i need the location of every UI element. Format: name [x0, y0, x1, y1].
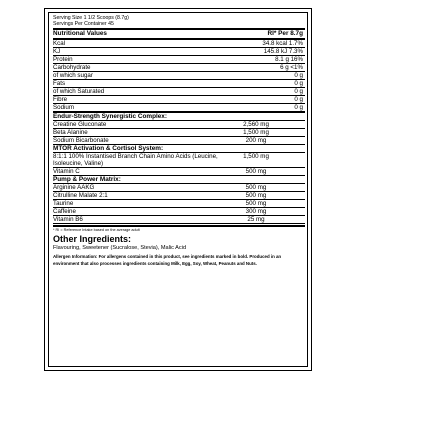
- row-value: 2,560 mg: [243, 121, 269, 129]
- ingredient-row: [53, 137, 305, 145]
- row-value: 1,500 mg: [243, 129, 269, 137]
- row-value: 500 mg: [245, 168, 267, 176]
- nutrition-row: [53, 40, 305, 48]
- divider-heavy: [53, 225, 305, 227]
- row-value: 0 g: [294, 103, 303, 111]
- row-name: 8:1:1 100% Instantised Branch Chain Amino Acids (Leucine, Isoleucine, Valine): [53, 153, 218, 168]
- row-value: 300 mg: [245, 208, 267, 216]
- section-title-endur: [53, 113, 305, 121]
- row-name: Beta Alanine: [53, 129, 88, 137]
- row-value: 25 mg: [247, 216, 265, 224]
- label-outer-border: [44, 8, 312, 371]
- nutrition-row: [53, 64, 305, 72]
- nutrition-label: [53, 15, 305, 267]
- row-name: of which sugar: [53, 71, 93, 79]
- row-value: 0 g: [294, 87, 303, 95]
- ingredient-row: [53, 200, 305, 208]
- row-value: 0 g: [294, 95, 303, 103]
- nutrition-row: [53, 56, 305, 64]
- row-value: 200 mg: [245, 137, 267, 145]
- other-ingredients-title: Other Ingredients:: [53, 233, 132, 244]
- label-inner-border: [48, 12, 308, 367]
- row-name: of which Saturated: [53, 87, 105, 95]
- row-name: Fibre: [53, 95, 68, 103]
- ingredient-row: [53, 208, 305, 216]
- ingredient-row: [53, 153, 305, 168]
- section-title-mtor: [53, 145, 305, 153]
- section-title-pump: [53, 176, 305, 184]
- row-name: Sodium Bicarbonate: [53, 137, 109, 145]
- row-name: Creatine Gluconate: [53, 121, 107, 129]
- row-value: 500 mg: [245, 192, 267, 200]
- nutrition-row: [53, 104, 305, 112]
- ingredient-row: [53, 129, 305, 137]
- section-title: Endur-Strength Synergistic Complex:: [53, 113, 167, 121]
- row-name: Arginine AAKG: [53, 184, 95, 192]
- row-name: Vitamin B6: [53, 216, 83, 224]
- ingredient-row: [53, 216, 305, 224]
- row-value: 500 mg: [245, 184, 267, 192]
- serving-size: Serving Size 1 1/2 Scoops (8.7g): [53, 15, 129, 21]
- row-name: Vitamin C: [53, 168, 80, 176]
- section-title: Pump & Power Matrix:: [53, 176, 121, 184]
- other-ingredients-list: Flavouring, Sweetener (Sucralose, Stevia), Malic Acid: [53, 244, 187, 251]
- row-name: Citrulline Malate 2:1: [53, 192, 108, 200]
- section-title: MTOR Activation & Cortisol System:: [53, 145, 164, 153]
- row-value: 0 g: [294, 71, 303, 79]
- ingredient-row: [53, 168, 305, 176]
- row-value: 500 mg: [245, 200, 267, 208]
- row-name: Protein: [53, 55, 73, 63]
- row-name: Caffeine: [53, 208, 76, 216]
- row-value: 34.8 kcal 1.7%: [262, 39, 303, 47]
- row-name: Carbohydrate: [53, 63, 91, 71]
- row-name: Fats: [53, 79, 66, 87]
- row-value: 145.8 kJ 7.3%: [263, 47, 303, 55]
- row-name: Taurine: [53, 200, 74, 208]
- nutrition-row: [53, 96, 305, 104]
- nutrition-row: [53, 80, 305, 88]
- row-name: Sodium: [53, 103, 74, 111]
- row-value: 1,500 mg: [243, 153, 269, 161]
- nutrition-row: [53, 72, 305, 80]
- header-name: Nutritional Values: [53, 30, 107, 37]
- header-value: RI* Per 8.7g: [267, 30, 303, 37]
- row-name: Kcal: [53, 39, 66, 47]
- ingredient-row: [53, 192, 305, 200]
- ingredient-row: [53, 184, 305, 192]
- ingredient-row: [53, 121, 305, 129]
- nutrition-row: [53, 48, 305, 56]
- reference-intake-note: * RI = Reference Intake based on the average adult: [53, 227, 140, 232]
- row-name: KJ: [53, 47, 61, 55]
- nutrition-header-row: [53, 30, 305, 39]
- row-value: 6 g <1%: [280, 63, 303, 71]
- row-value: 8.1 g 16%: [275, 55, 303, 63]
- nutrition-row: [53, 88, 305, 96]
- servings-per-container: Servings Per Container 45: [53, 21, 114, 27]
- allergen-information: Allergen Information: For allergens contained in this product, see ingredients marked in bold. Produced in an environment that also processes ingredients containing Milk, Egg, Soy, Wheat, Peanuts and Nuts.: [53, 253, 282, 266]
- row-value: 0 g: [294, 79, 303, 87]
